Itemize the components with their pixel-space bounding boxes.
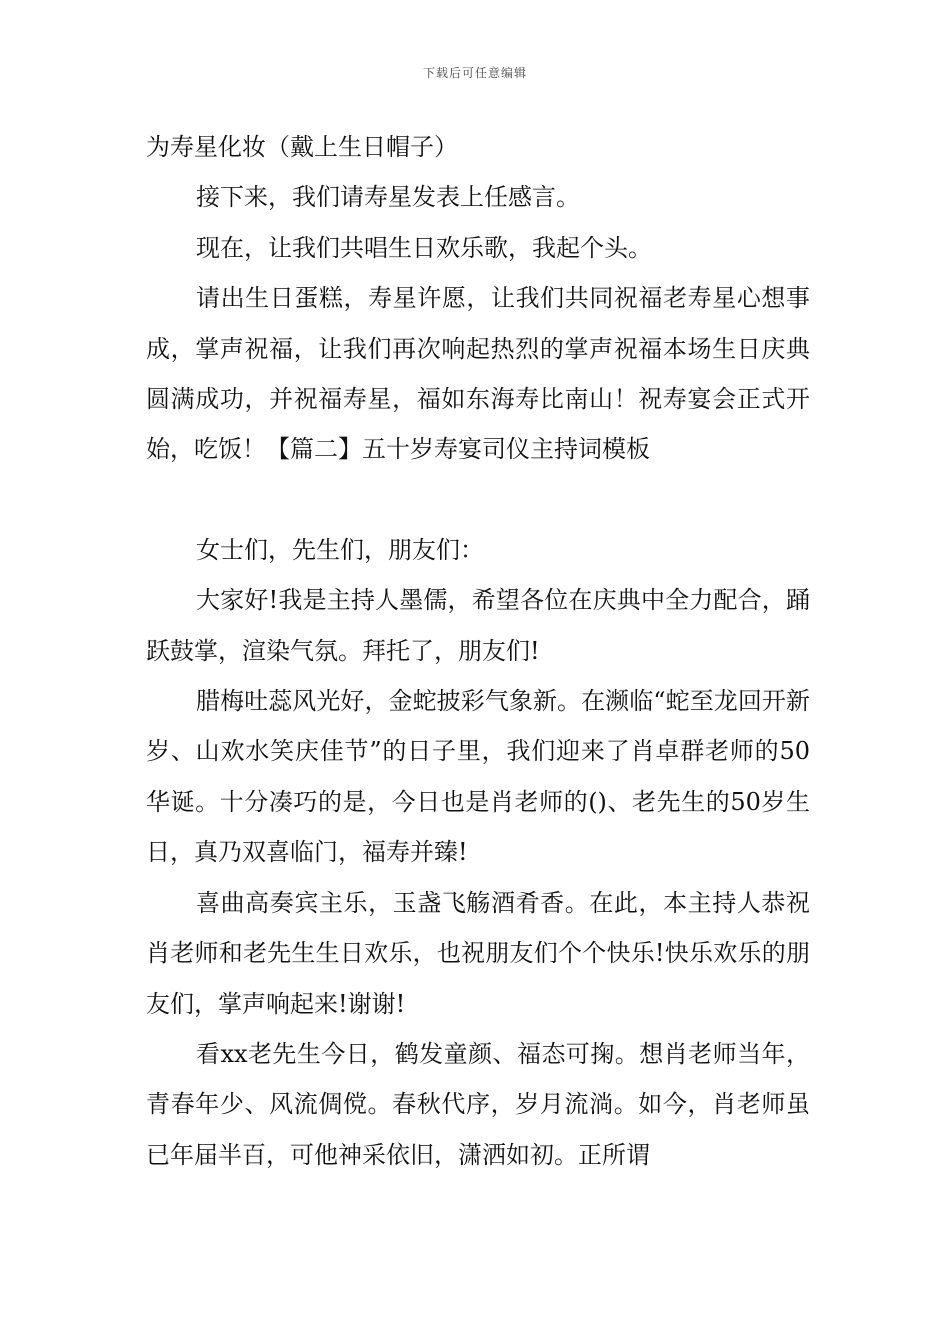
paragraph-9: 看xx老先生今日，鹤发童颜、福态可掬。想肖老师当年，青春年少、风流倜傥。春秋代序，岁月流淌。如今，肖老师虽已年届半百，可他神采依旧，潇洒如初。正所谓 [146,1039,810,1169]
paragraph-gap [146,475,810,525]
page-header-note: 下载后可任意编辑 [422,66,527,80]
paragraph-5: 女士们，先生们，朋友们： [196,535,484,564]
document-body [146,122,810,1180]
paragraph-4: 请出生日蛋糕，寿星许愿，让我们共同祝福老寿星心想事成，掌声祝福，让我们再次响起热烈的掌声祝福本场生日庆典圆满成功，并祝福寿星，福如东海寿比南山！祝寿宴会正式开始，吃饭！【篇二】五十岁寿宴司仪主持词模板 [146,284,810,464]
paragraph-1: 为寿星化妆（戴上生日帽子） [146,133,458,161]
paragraph-8: 喜曲高奏宾主乐，玉盏飞觞酒肴香。在此，本主持人恭祝肖老师和老先生生日欢乐，也祝朋友们个个快乐!快乐欢乐的朋友们，掌声响起来!谢谢! [146,888,810,1018]
paragraph-3: 现在，让我们共唱生日欢乐歌，我起个头。 [196,233,652,262]
paragraph-6: 大家好!我是主持人墨儒，希望各位在庆典中全力配合，踊跃鼓掌，渲染气氛。拜托了，朋友们! [146,586,810,665]
paragraph-2: 接下来，我们请寿星发表上任感言。 [196,183,580,212]
paragraph-7: 腊梅吐蕊风光好，金蛇披彩气象新。在濒临“蛇至龙回开新岁、山欢水笑庆佳节”的日子里，我们迎来了肖卓群老师的50华诞。十分凑巧的是，今日也是肖老师的()、老先生的50岁生日，真乃双喜临门，福寿并臻! [146,687,810,867]
